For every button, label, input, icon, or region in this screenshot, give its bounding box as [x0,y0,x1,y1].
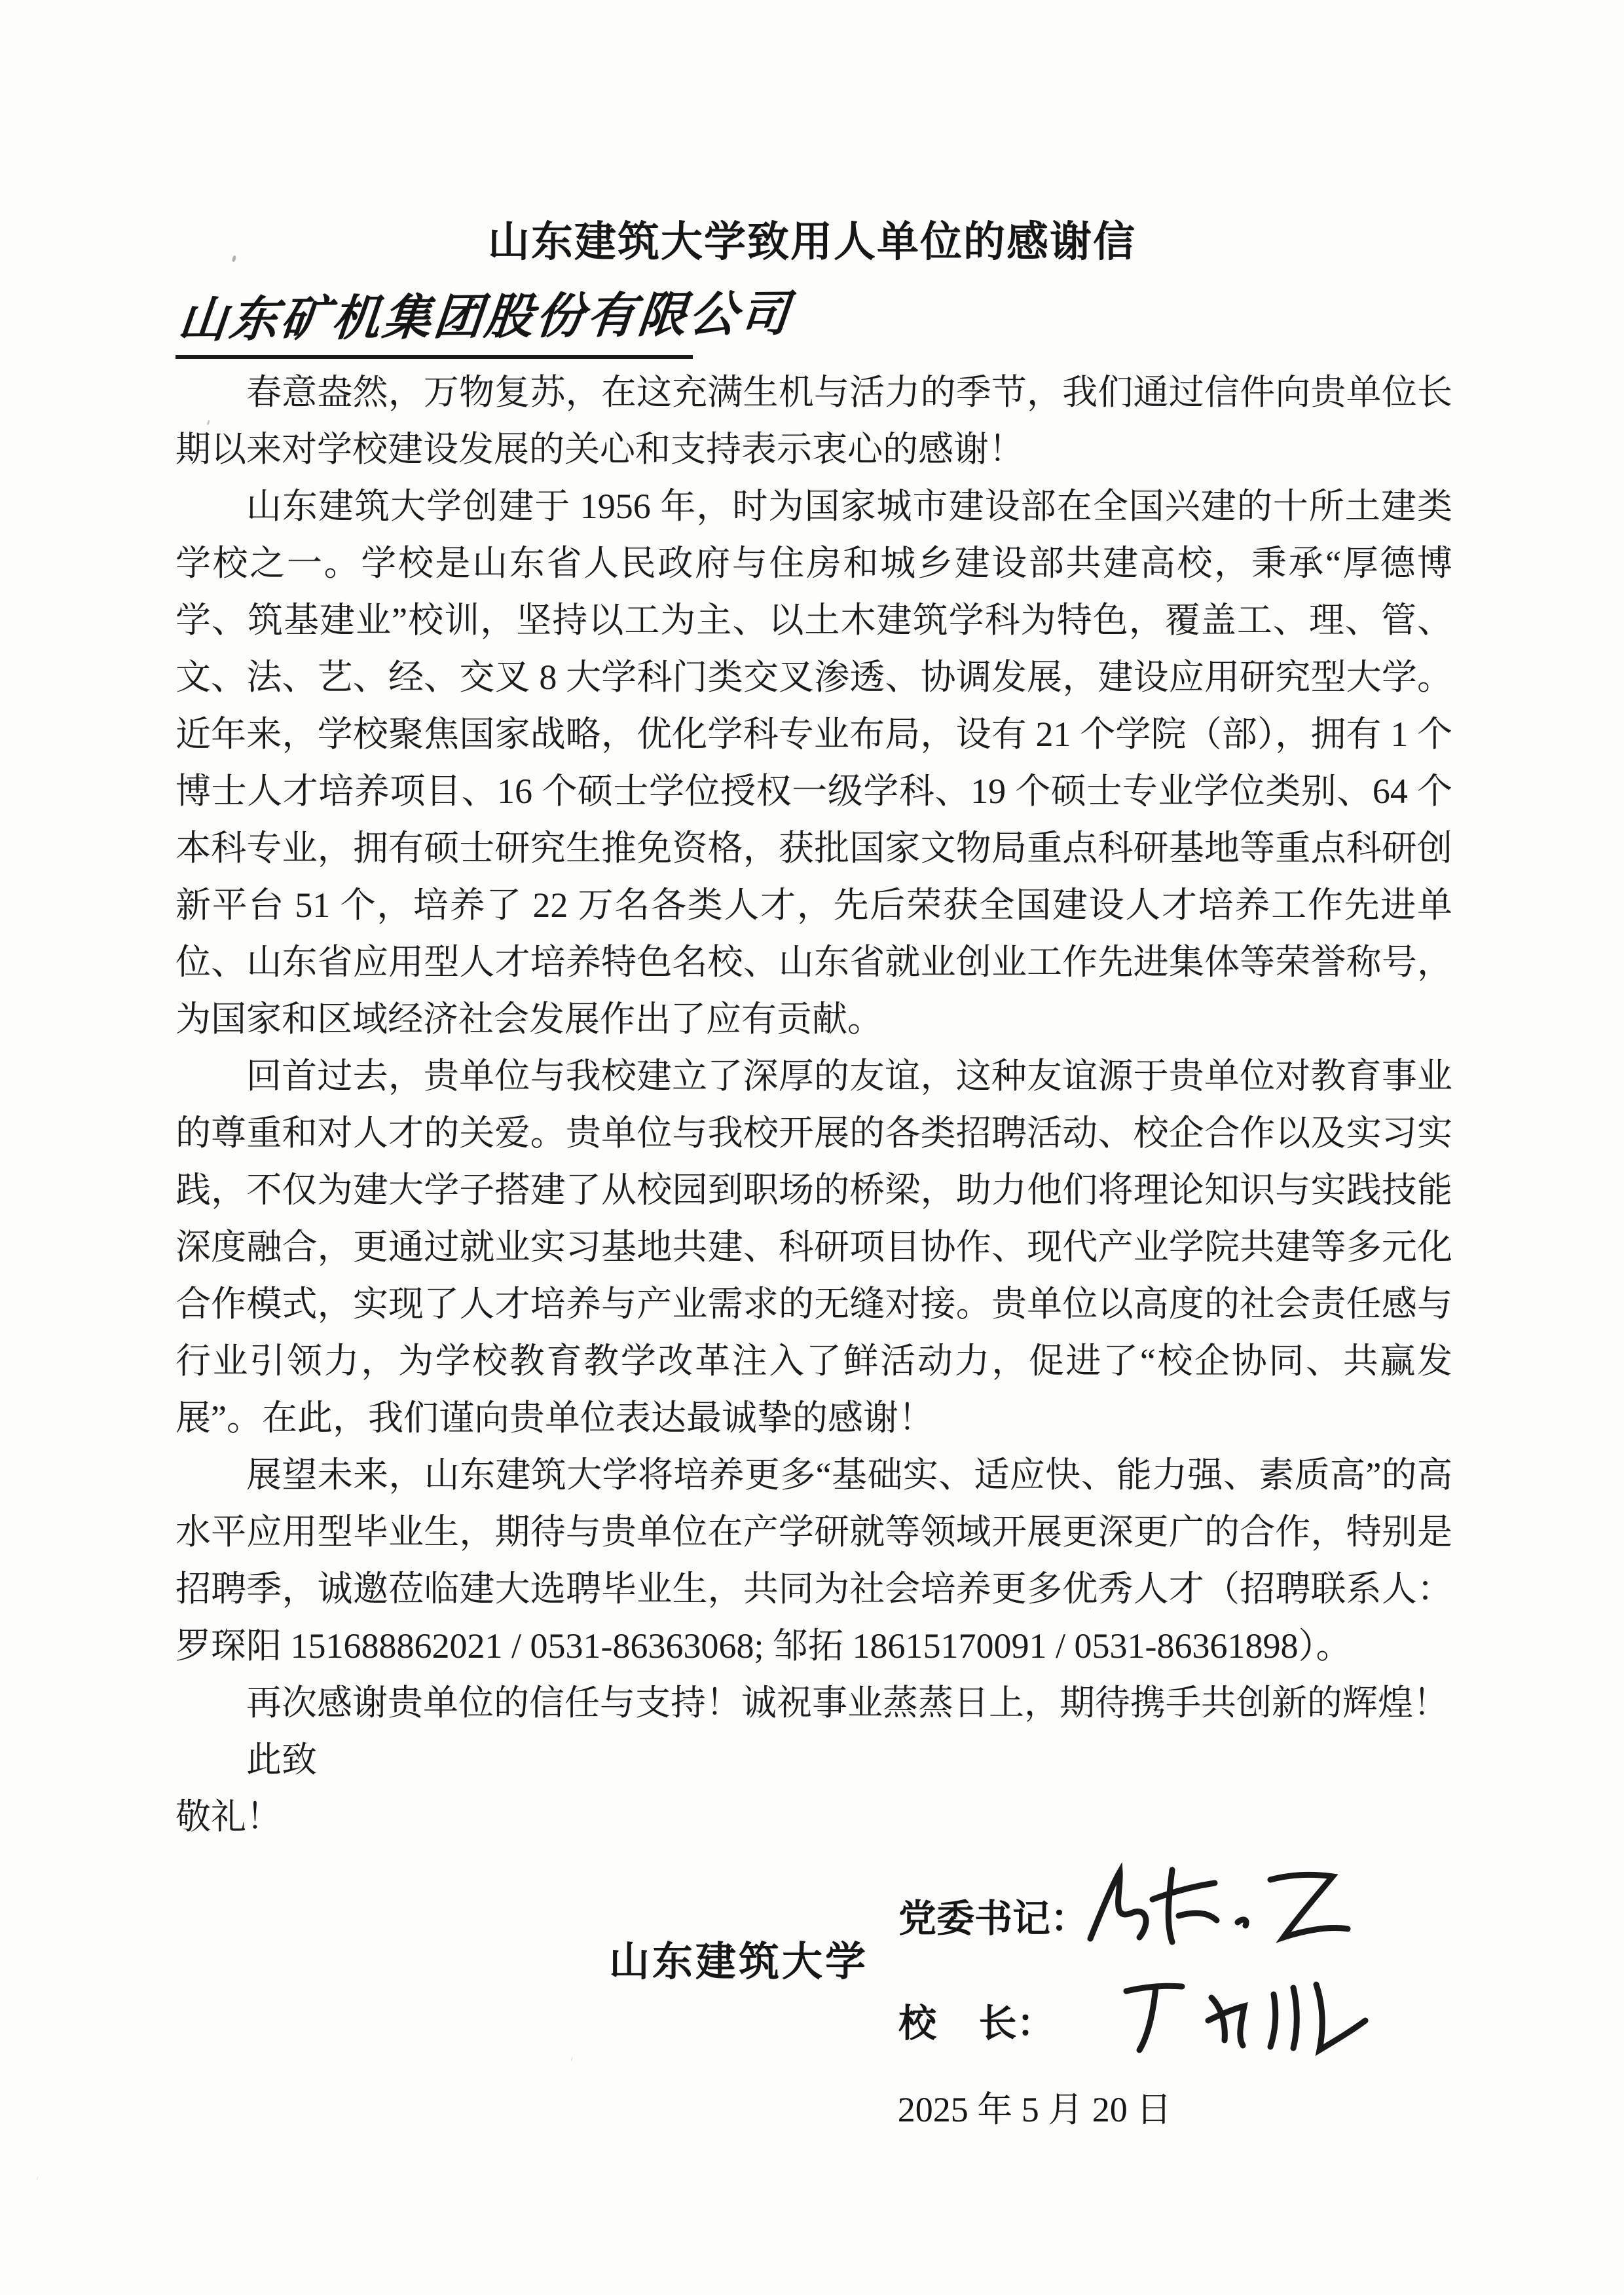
paragraph-thanks-again: 再次感谢贵单位的信任与支持！诚祝事业蒸蒸日上，期待携手共创新的辉煌！ [246,1683,1449,1723]
letter-title: 山东建筑大学致用人单位的感谢信 [488,218,1136,265]
paragraph-university-intro: 山东建筑大学创建于 1956 年，时为国家城市建设部在全国兴建的十所土建类学校之一。学校是山东省人民政府与住房和城乡建设部共建高校，秉承“厚德博学、筑基建业”校训，坚持以工为主、以土木建筑学科为特色，覆盖工、理、管、文、法、艺、经、交叉 8 大学科门类交叉渗透、协调发展，建设应用研究型大学。近年来，学校聚焦国家战略，优化学科专业布局，设有 21 个学院（部），拥有 1 个博士人才培养项目、16 个硕士学位授权一级学科、19 个硕士专业学位类别、64 个本科专业，拥有硕士研究生推免资格，获批国家文物局重点科研基地等重点科研创新平台 51 个，培养了 22 万名各类人才，先后荣获全国建设人才培养工作先进单位、山东省应用型人才培养特色名校、山东省就业创业工作先进集体等荣誉称号，为国家和区域经济社会发展作出了应有贡献。 [175,487,1452,1039]
recipient-underline [175,282,794,359]
letter-body [175,364,1452,1846]
paragraph-future-outlook: 展望未来，山东建筑大学将培养更多“基础实、适应快、能力强、素质高”的高水平应用型毕业生，期待与贵单位在产学研就等领域开展更深更广的合作，特别是招聘季，诚邀莅临建大选聘毕业生，共同为社会培养更多优秀人才（招聘联系人：罗琛阳 151688862021 / 0531-86363068; 邹拓 18615170091 / 0531-86361898）。 [175,1455,1452,1666]
university-name: 山东建筑大学 [609,1939,869,1985]
closing-cizhi: 此致 [246,1740,317,1780]
president-label: 校 长： [898,2002,1055,2045]
paragraph-cooperation-review: 回首过去，贵单位与我校建立了深厚的友谊，这种友谊源于贵单位对教育事业的尊重和对人才的关爱。贵单位与我校开展的各类招聘活动、校企合作以及实习实践，不仅为建大学子搭建了从校园到职场的桥梁，助力他们将理论知识与实践技能深度融合，更通过就业实习基地共建、科研项目协作、现代产业学院共建等多元化合作模式，实现了人才培养与产业需求的无缝对接。贵单位以高度的社会责任感与行业引领力，为学校教育教学改革注入了鲜活动力，促进了“校企协同、共赢发展”。在此，我们谨向贵单位表达最诚挚的感谢！ [175,1056,1452,1438]
letter-date: 2025 年 5 月 20 日 [897,2090,1172,2129]
signature-block [0,1854,1624,2129]
party-secretary-signature-scribble [1074,1860,1362,1958]
president-signature-scribble [1113,1968,1375,2060]
party-secretary-label: 党委书记： [898,1897,1089,1940]
closing-salute: 敬礼！ [175,1797,282,1837]
paragraph-greeting: 春意盎然，万物复苏，在这充满生机与活力的季节，我们通过信件向贵单位长期以来对学校建设发展的关心和支持表示衷心的感谢！ [175,373,1452,469]
recipient-company-handwritten: 山东矿机集团股份有限公司 [175,286,794,348]
